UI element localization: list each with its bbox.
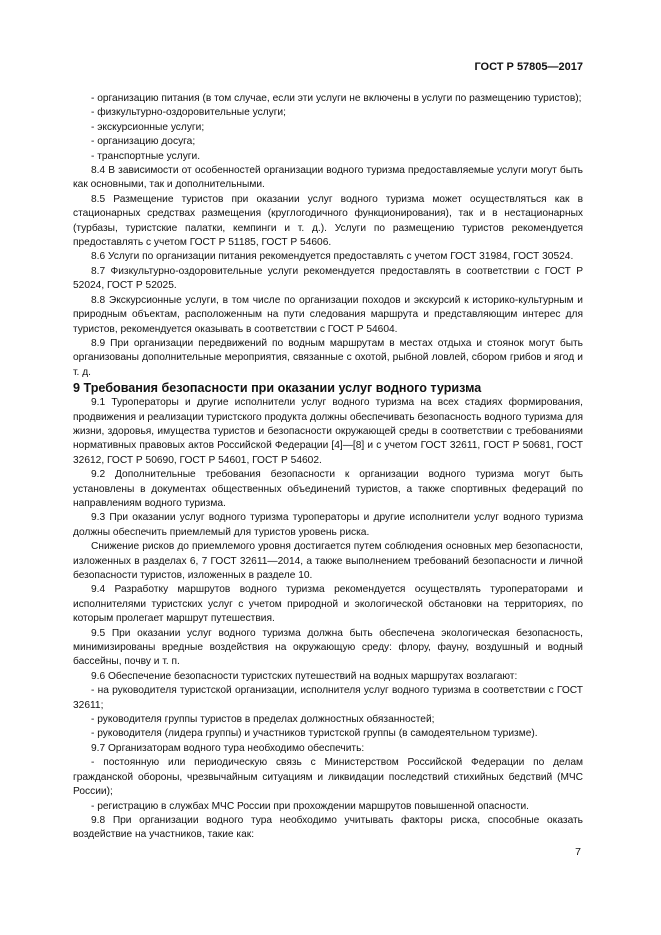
paragraph: 8.7 Физкультурно-оздоровительные услуги рекомендуется предоставлять в соответствии с ГОСТ Р 52024, ГОСТ Р 52025. [73,265,583,292]
page-number: 7 [575,846,581,858]
document-body [73,92,583,843]
list-item: - на руководителя туристской организации, исполнителя услуг водного туризма в соответствии с ГОСТ 32611; [73,685,583,711]
standard-id-header: ГОСТ Р 57805—2017 [474,61,583,73]
paragraph: 9.5 При оказании услуг водного туризма должна быть обеспечена экологическая безопасность, минимизированы вредные воздействия на окружающую среду: флору, фауну, воздушный и водный бассейны, почву и т. п. [73,627,583,668]
paragraph: 9.1 Туроператоры и другие исполнители услуг водного туризма на всех стадиях формирования, продвижения и реализации туристского продукта должны обеспечивать безопасность водного туризма для жизни, здоровья, имущества туристов и безопасности окружающей среды в соответствии с требованиями нормативных правовых актов Российской Федерации [4]—[8] и с учетом ГОСТ 32611, ГОСТ Р 50681, ГОСТ 32612, ГОСТ Р 50690, ГОСТ Р 54601, ГОСТ Р 54602. [73,397,583,466]
list-item: - постоянную или периодическую связь с Министерством Российской Федерации по делам гражданской обороны, чрезвычайным ситуациям и ликвидации последствий стихийных бедствий (МЧС России); [73,757,583,798]
list-item: - транспортные услуги. [91,150,201,162]
section-heading: 9 Требования безопасности при оказании услуг водного туризма [73,381,482,396]
paragraph: 9.4 Разработку маршрутов водного туризма рекомендуется осуществлять туроператорами и исполнителями туристских услуг с учетом природной и экологической обстановки на территориях, по которым пролегает маршрут путешествия. [73,584,583,625]
paragraph: 8.8 Экскурсионные услуги, в том числе по организации походов и экскурсий к историко-культурным и природным объектам, расположенным на пути следования маршрута и представляющим интерес для туристов, рекомендуется оказывать в соответствии с ГОСТ Р 54604. [73,294,583,335]
paragraph: 8.9 При организации передвижений по водным маршрутам в местах отдыха и стоянок могут быть организованы дополнительные мероприятия, связанные с охотой, рыбной ловлей, сбором грибов и ягод и т. д. [73,337,583,378]
paragraph: 9.3 При оказании услуг водного туризма туроператоры и другие исполнители услуг водного туризма должны обеспечить приемлемый для туристов уровень риска. [73,512,583,538]
paragraph: 9.7 Организаторам водного тура необходимо обеспечить: [91,742,365,754]
paragraph: 9.8 При организации водного тура необходимо учитывать факторы риска, способные оказать воздействие на участников, такие как: [73,814,583,841]
list-item: - регистрацию в службах МЧС России при прохождении маршрутов повышенной опасности. [91,800,529,812]
paragraph: 8.4 В зависимости от особенностей организации водного туризма предоставляемые услуги могут быть как основными, так и дополнительными. [73,165,583,191]
paragraph: Снижение рисков до приемлемого уровня достигается путем соблюдения основных мер безопасности, изложенных в разделах 6, 7 ГОСТ 32611—2014, а также выполнением требований безопасности и личной безопасности туристов, изложенных в разделе 10. [73,541,583,581]
list-item: - физкультурно-оздоровительные услуги; [91,107,286,119]
paragraph: 9.2 Дополнительные требования безопасности к организации водного туризма могут быть установлены в документах общественных объединений туристов, а также спортивных федераций по направлениям водного туризма. [73,469,583,509]
paragraph: 8.6 Услуги по организации питания рекомендуется предоставлять с учетом ГОСТ 31984, ГОСТ 30524. [91,251,574,263]
paragraph: 9.6 Обеспечение безопасности туристских путешествий на водных маршрутах возлагают: [91,670,518,682]
list-item: - организацию досуга; [91,136,196,148]
list-item: - экскурсионные услуги; [91,121,205,133]
list-item: - руководителя (лидера группы) и участников туристской группы (в самодеятельном туризме). [91,728,538,740]
paragraph: 8.5 Размещение туристов при оказании услуг водного туризма может осуществляться как в стационарных средствах размещения (круглогодичного функционирования), так и в нестационарных (турбазы, туристские палатки, кемпинги и т. д.). Услуги по размещению туристов рекомендуется предоставлять с учетом ГОСТ Р 51185, ГОСТ Р 54606. [73,193,583,249]
list-item: - руководителя группы туристов в пределах должностных обязанностей; [91,714,435,726]
paragraph: - организацию питания (в том случае, если эти услуги не включены в услуги по размещению туристов); [91,93,582,104]
